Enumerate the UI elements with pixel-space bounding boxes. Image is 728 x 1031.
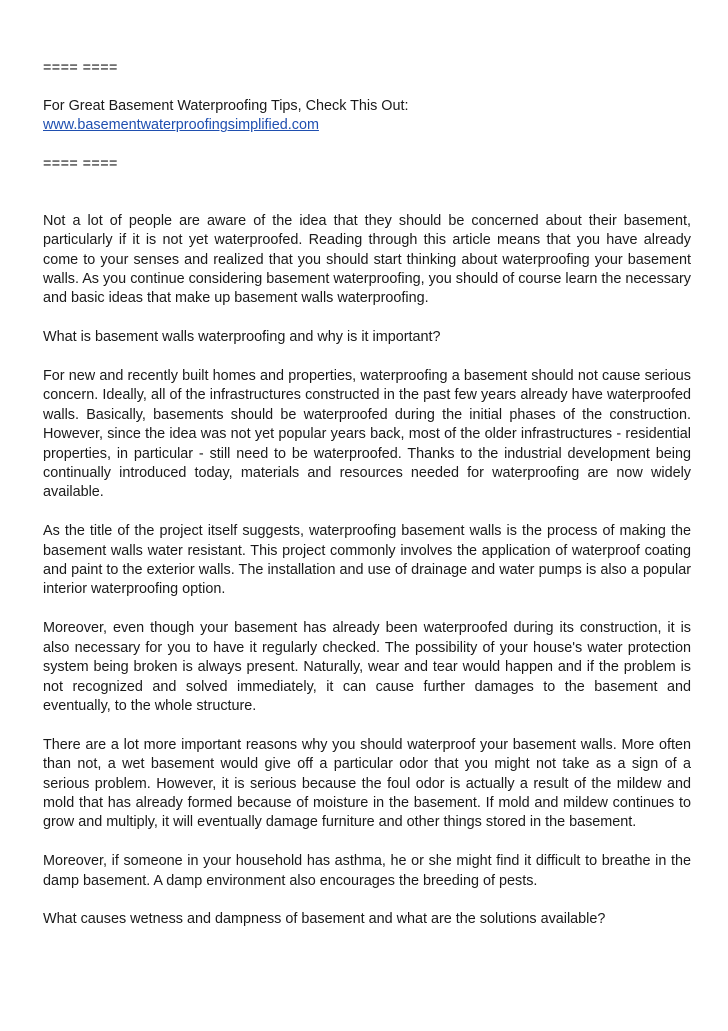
question-heading-2: What causes wetness and dampness of basement and what are the solutions available?	[43, 911, 606, 928]
question-heading-1: What is basement walls waterproofing and why is it important?	[43, 329, 441, 346]
paragraph: For new and recently built homes and properties, waterproofing a basement should not cause serious concern. Ideally, all of the infrastructures constructed in the past few years already have waterproofed walls. Basically, basements should be waterproofed during the initial phases of the construction. However, since the idea was not yet popular years back, most of the older infrastructures - residential properties, in particular - still need to be waterproofed. Thanks to the industrial development being continually introduced today, materials and resources needed for waterproofing are now widely available.	[43, 368, 691, 501]
separator-top: ==== ====	[43, 60, 118, 76]
promo-text: For Great Basement Waterproofing Tips, Check This Out:	[43, 98, 409, 114]
separator-bottom: ==== ====	[43, 155, 118, 172]
paragraph-intro: Not a lot of people are aware of the idea that they should be concerned about their basement, particularly if it is not yet waterproofed. Reading through this article means that you have already come to your senses and realized that you should start thinking about waterproofing your basement walls. As you continue considering basement waterproofing, you should of course learn the necessary and basic ideas that make up basement walls waterproofing.	[43, 212, 691, 307]
spacer	[43, 78, 691, 97]
paragraph: There are a lot more important reasons why you should waterproof your basement walls. More often than not, a wet basement would give off a particular odor that you might not take as a sign of a serious problem. However, it is serious because the foul odor is actually a result of the mildew and mold that has already formed because of moisture in the basement. If mold and mildew continues to grow and multiply, it will eventually damage furniture and other things stored in the basement.	[43, 736, 691, 831]
promo-link[interactable]: www.basementwaterproofingsimplified.com	[43, 117, 319, 134]
paragraph: As the title of the project itself suggests, waterproofing basement walls is the process of making the basement walls water resistant. This project commonly involves the application of waterproof coating and paint to the exterior walls. The installation and use of drainage and water pumps is also a popular interior waterproofing option.	[43, 523, 691, 598]
document-page	[43, 59, 691, 930]
article-body	[43, 212, 691, 930]
paragraph: Moreover, if someone in your household has asthma, he or she might find it difficult to breathe in the damp basement. A damp environment also encourages the breeding of pests.	[43, 853, 691, 889]
spacer	[43, 136, 691, 155]
paragraph: Moreover, even though your basement has already been waterproofed during its construction, it is also necessary for you to have it regularly checked. The possibility of your house's water protection system being broken is always present. Naturally, wear and tear would happen and if the problem is not recognized and solved immediately, it can cause further damages to the basement and eventually, to the whole structure.	[43, 620, 691, 714]
spacer	[43, 174, 691, 212]
